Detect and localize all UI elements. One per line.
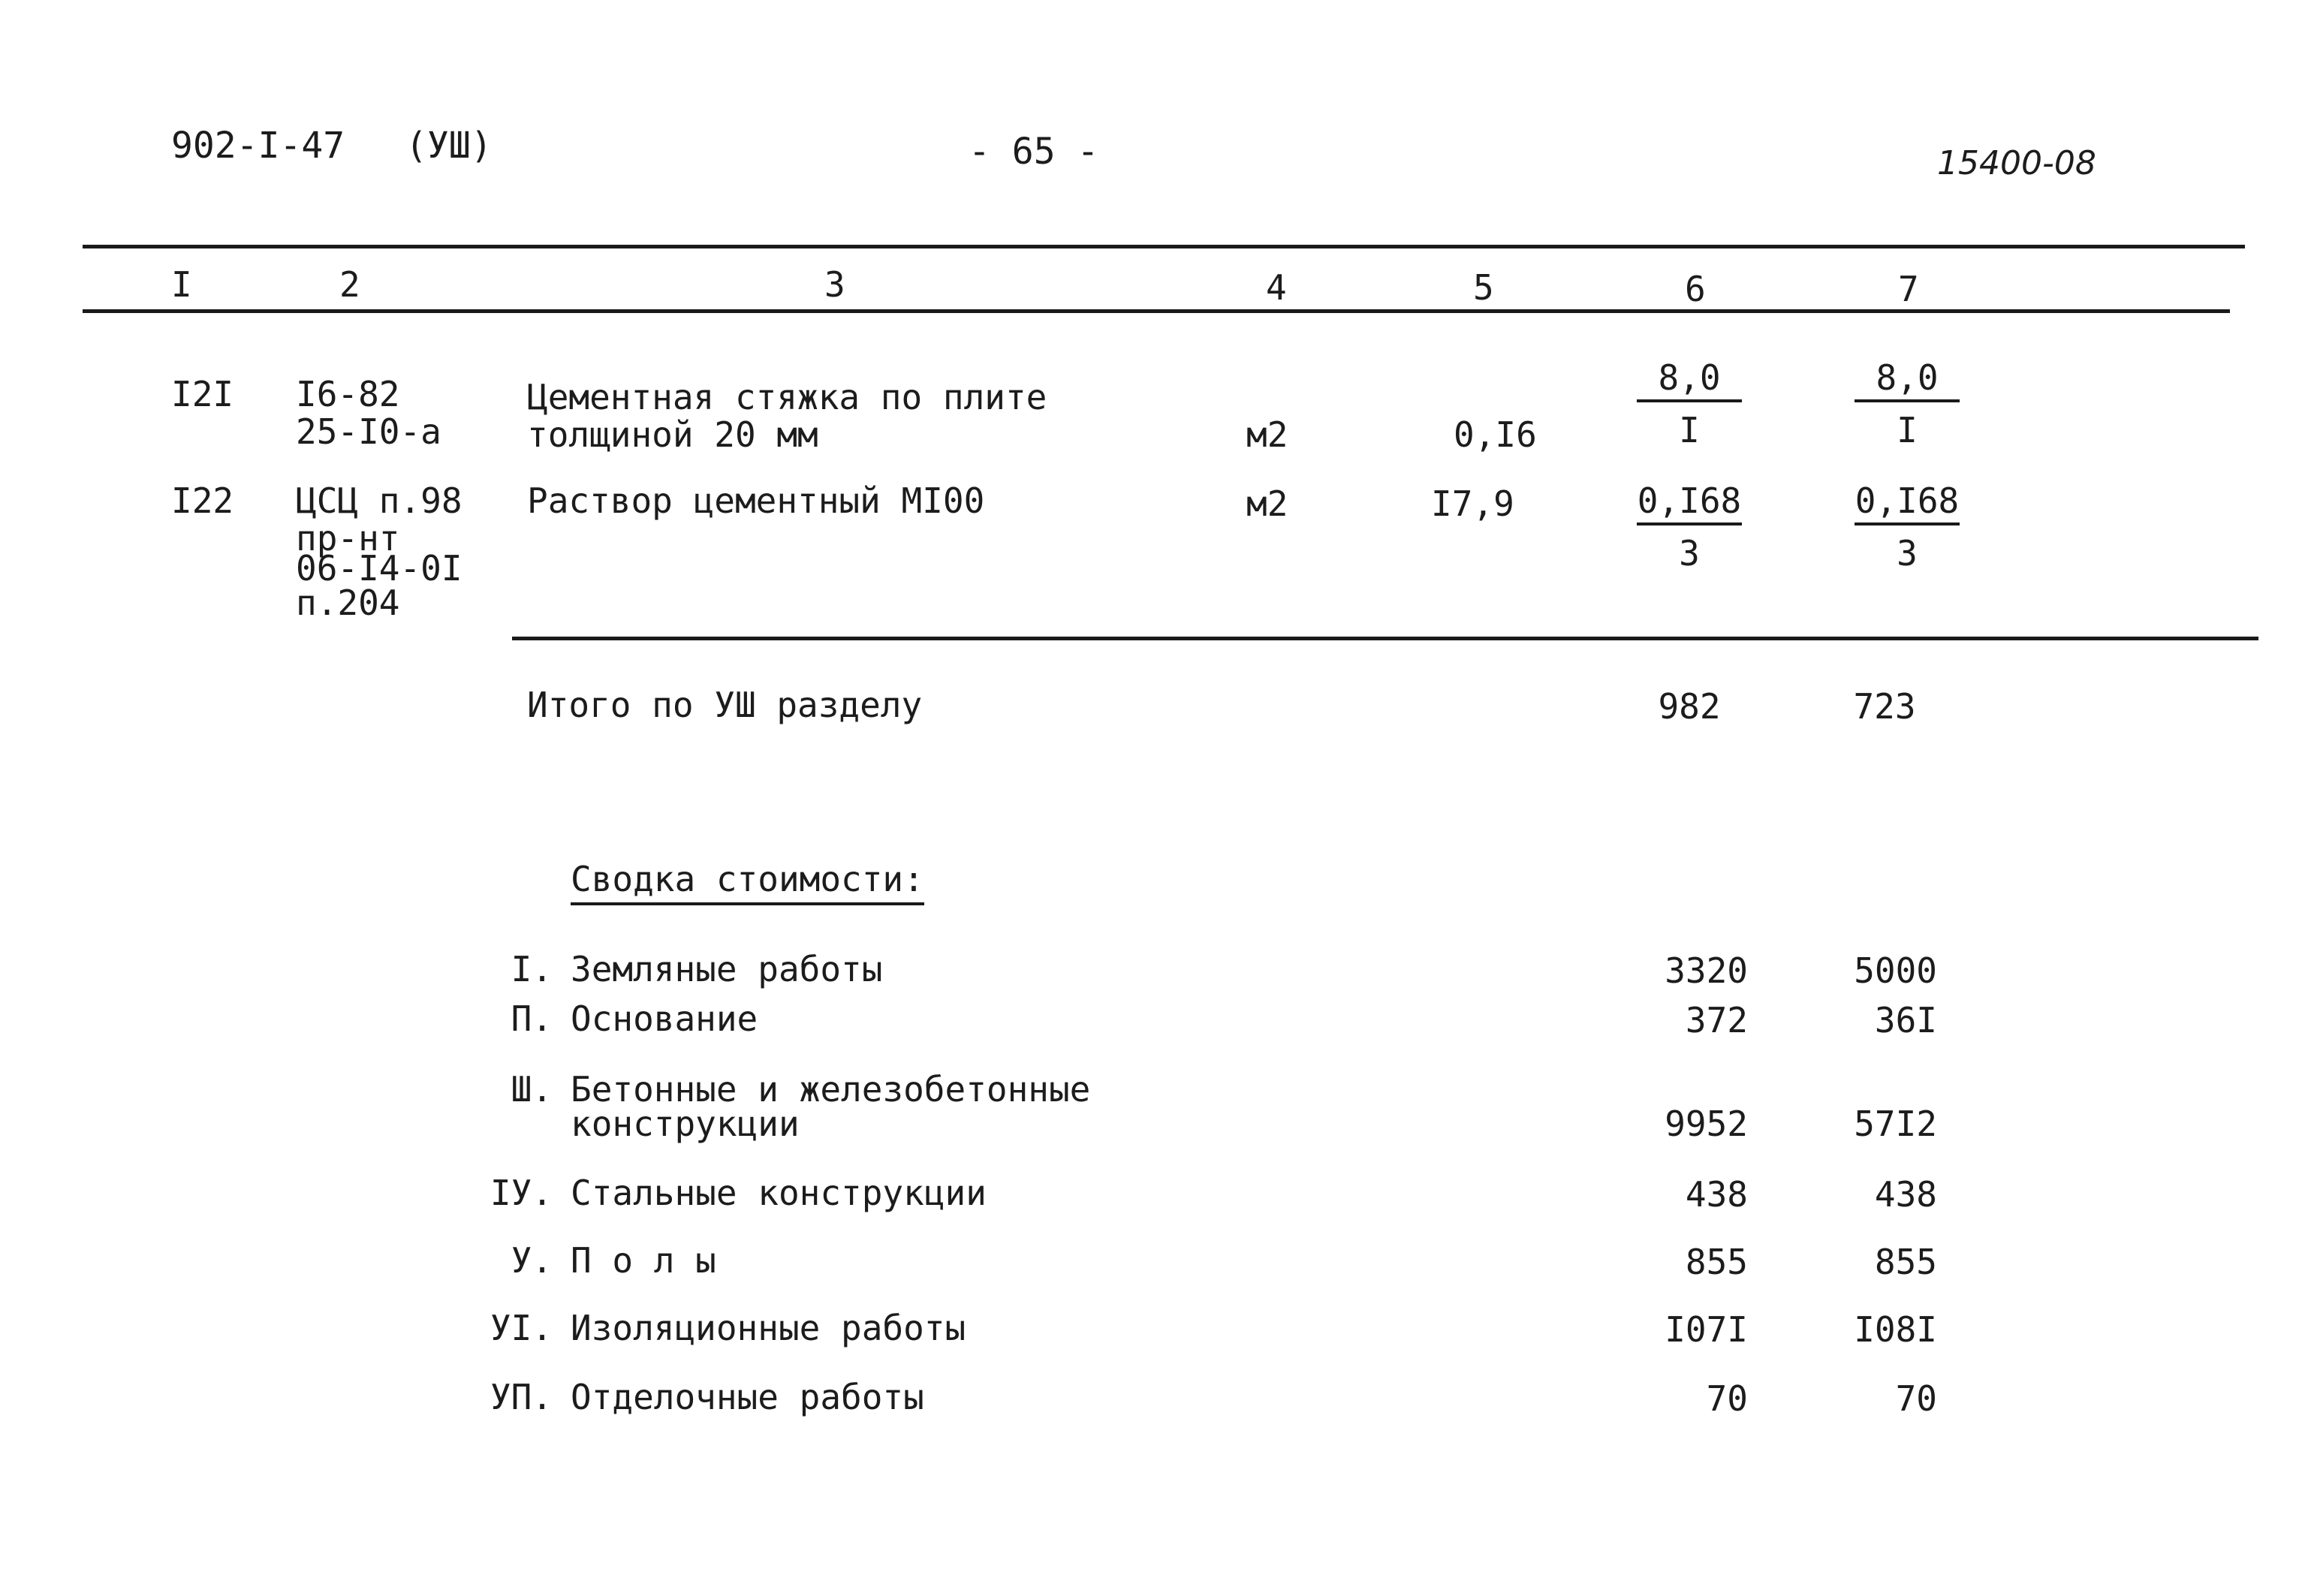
fraction-denominator: 3 xyxy=(1679,533,1700,574)
fraction-numerator: 8,0 xyxy=(1855,360,1960,402)
summary-item-label: Изоляционные работы xyxy=(571,1308,966,1348)
column-header-2: 2 xyxy=(339,264,360,305)
summary-item-label: Земляные работы xyxy=(571,949,883,989)
summary-item-label: П о л ы xyxy=(571,1240,716,1281)
summary-item-roman: I. xyxy=(511,949,553,989)
summary-item-label: конструкции xyxy=(571,1104,800,1144)
summary-item-col7: 36I xyxy=(1874,1000,1937,1040)
table-row-code: 06-I4-0I xyxy=(296,548,463,589)
summary-item-roman: IУ. xyxy=(490,1173,553,1213)
archive-number: 15400-08 xyxy=(1937,144,2096,182)
summary-item-col6: 70 xyxy=(1706,1378,1748,1419)
summary-item-col6: 855 xyxy=(1685,1242,1748,1282)
total-label: Итого по УШ разделу xyxy=(527,685,923,725)
table-row-code: I6-82 xyxy=(296,374,400,414)
table-row-quantity: I7,9 xyxy=(1431,483,1514,524)
column-header-7: 7 xyxy=(1898,269,1919,309)
summary-item-col6: I07I xyxy=(1665,1309,1748,1350)
table-row-cost-col6 xyxy=(1637,480,1742,574)
summary-item-label: Бетонные и железобетонные xyxy=(571,1069,1091,1110)
fraction-denominator: I xyxy=(1897,410,1918,450)
summary-item-col6: 9952 xyxy=(1665,1104,1748,1144)
summary-item-col7: I08I xyxy=(1854,1309,1937,1350)
total-col7: 723 xyxy=(1853,686,1916,727)
summary-item-col6: 3320 xyxy=(1665,950,1748,991)
table-row-description: толщиной 20 мм xyxy=(527,414,818,455)
summary-item-roman: УП. xyxy=(490,1377,553,1417)
summary-item-label: Основание xyxy=(571,998,758,1039)
table-row-cost-col7 xyxy=(1855,357,1960,450)
summary-item-roman: У. xyxy=(511,1240,553,1281)
fraction-numerator: 8,0 xyxy=(1637,360,1742,402)
table-row-quantity: 0,I6 xyxy=(1454,414,1537,455)
column-header-5: 5 xyxy=(1473,267,1494,308)
fraction-numerator: 0,I68 xyxy=(1855,483,1960,525)
summary-item-roman: Ш. xyxy=(511,1069,553,1110)
summary-item-roman: УI. xyxy=(490,1308,553,1348)
table-row-code: пр-нт xyxy=(296,518,400,559)
summary-item-label: Отделочные работы xyxy=(571,1377,924,1417)
table-row-number: I2I xyxy=(171,374,234,414)
summary-item-col7: 70 xyxy=(1895,1378,1937,1419)
document-code: 902-I-47 xyxy=(171,125,345,167)
table-row-description: Цементная стяжка по плите xyxy=(527,377,1047,417)
summary-item-col6: 372 xyxy=(1685,1000,1748,1040)
column-header-1: I xyxy=(171,264,192,305)
total-col6: 982 xyxy=(1658,686,1721,727)
total-rule xyxy=(512,637,2258,640)
summary-item-col7: 5000 xyxy=(1854,950,1937,991)
table-row-unit: м2 xyxy=(1246,414,1288,455)
summary-item-roman: П. xyxy=(511,998,553,1039)
table-row-code: ЦСЦ п.98 xyxy=(296,480,463,521)
summary-title: Сводка стоимости: xyxy=(571,862,924,905)
summary-item-col7: 438 xyxy=(1874,1174,1937,1215)
summary-item-col7: 57I2 xyxy=(1854,1104,1937,1144)
table-row-code: 25-I0-а xyxy=(296,411,441,452)
column-header-4: 4 xyxy=(1266,267,1287,308)
summary-item-label: Стальные конструкции xyxy=(571,1173,987,1213)
section-label: (УШ) xyxy=(405,125,493,167)
fraction-numerator: 0,I68 xyxy=(1637,483,1742,525)
table-top-rule xyxy=(83,245,2245,248)
table-row-unit: м2 xyxy=(1246,483,1288,524)
summary-item-col7: 855 xyxy=(1874,1242,1937,1282)
column-header-6: 6 xyxy=(1685,269,1706,309)
table-row-cost-col7 xyxy=(1855,480,1960,574)
table-row-code: п.204 xyxy=(296,583,400,623)
fraction-denominator: 3 xyxy=(1897,533,1918,574)
fraction-denominator: I xyxy=(1679,410,1700,450)
table-header-bottom-rule xyxy=(83,309,2230,313)
table-row-description: Раствор цементный МI00 xyxy=(527,480,985,521)
table-row-number: I22 xyxy=(171,480,234,521)
column-header-3: 3 xyxy=(824,264,845,305)
table-row-cost-col6 xyxy=(1637,357,1742,450)
page-number: - 65 - xyxy=(969,131,1099,173)
summary-item-col6: 438 xyxy=(1685,1174,1748,1215)
